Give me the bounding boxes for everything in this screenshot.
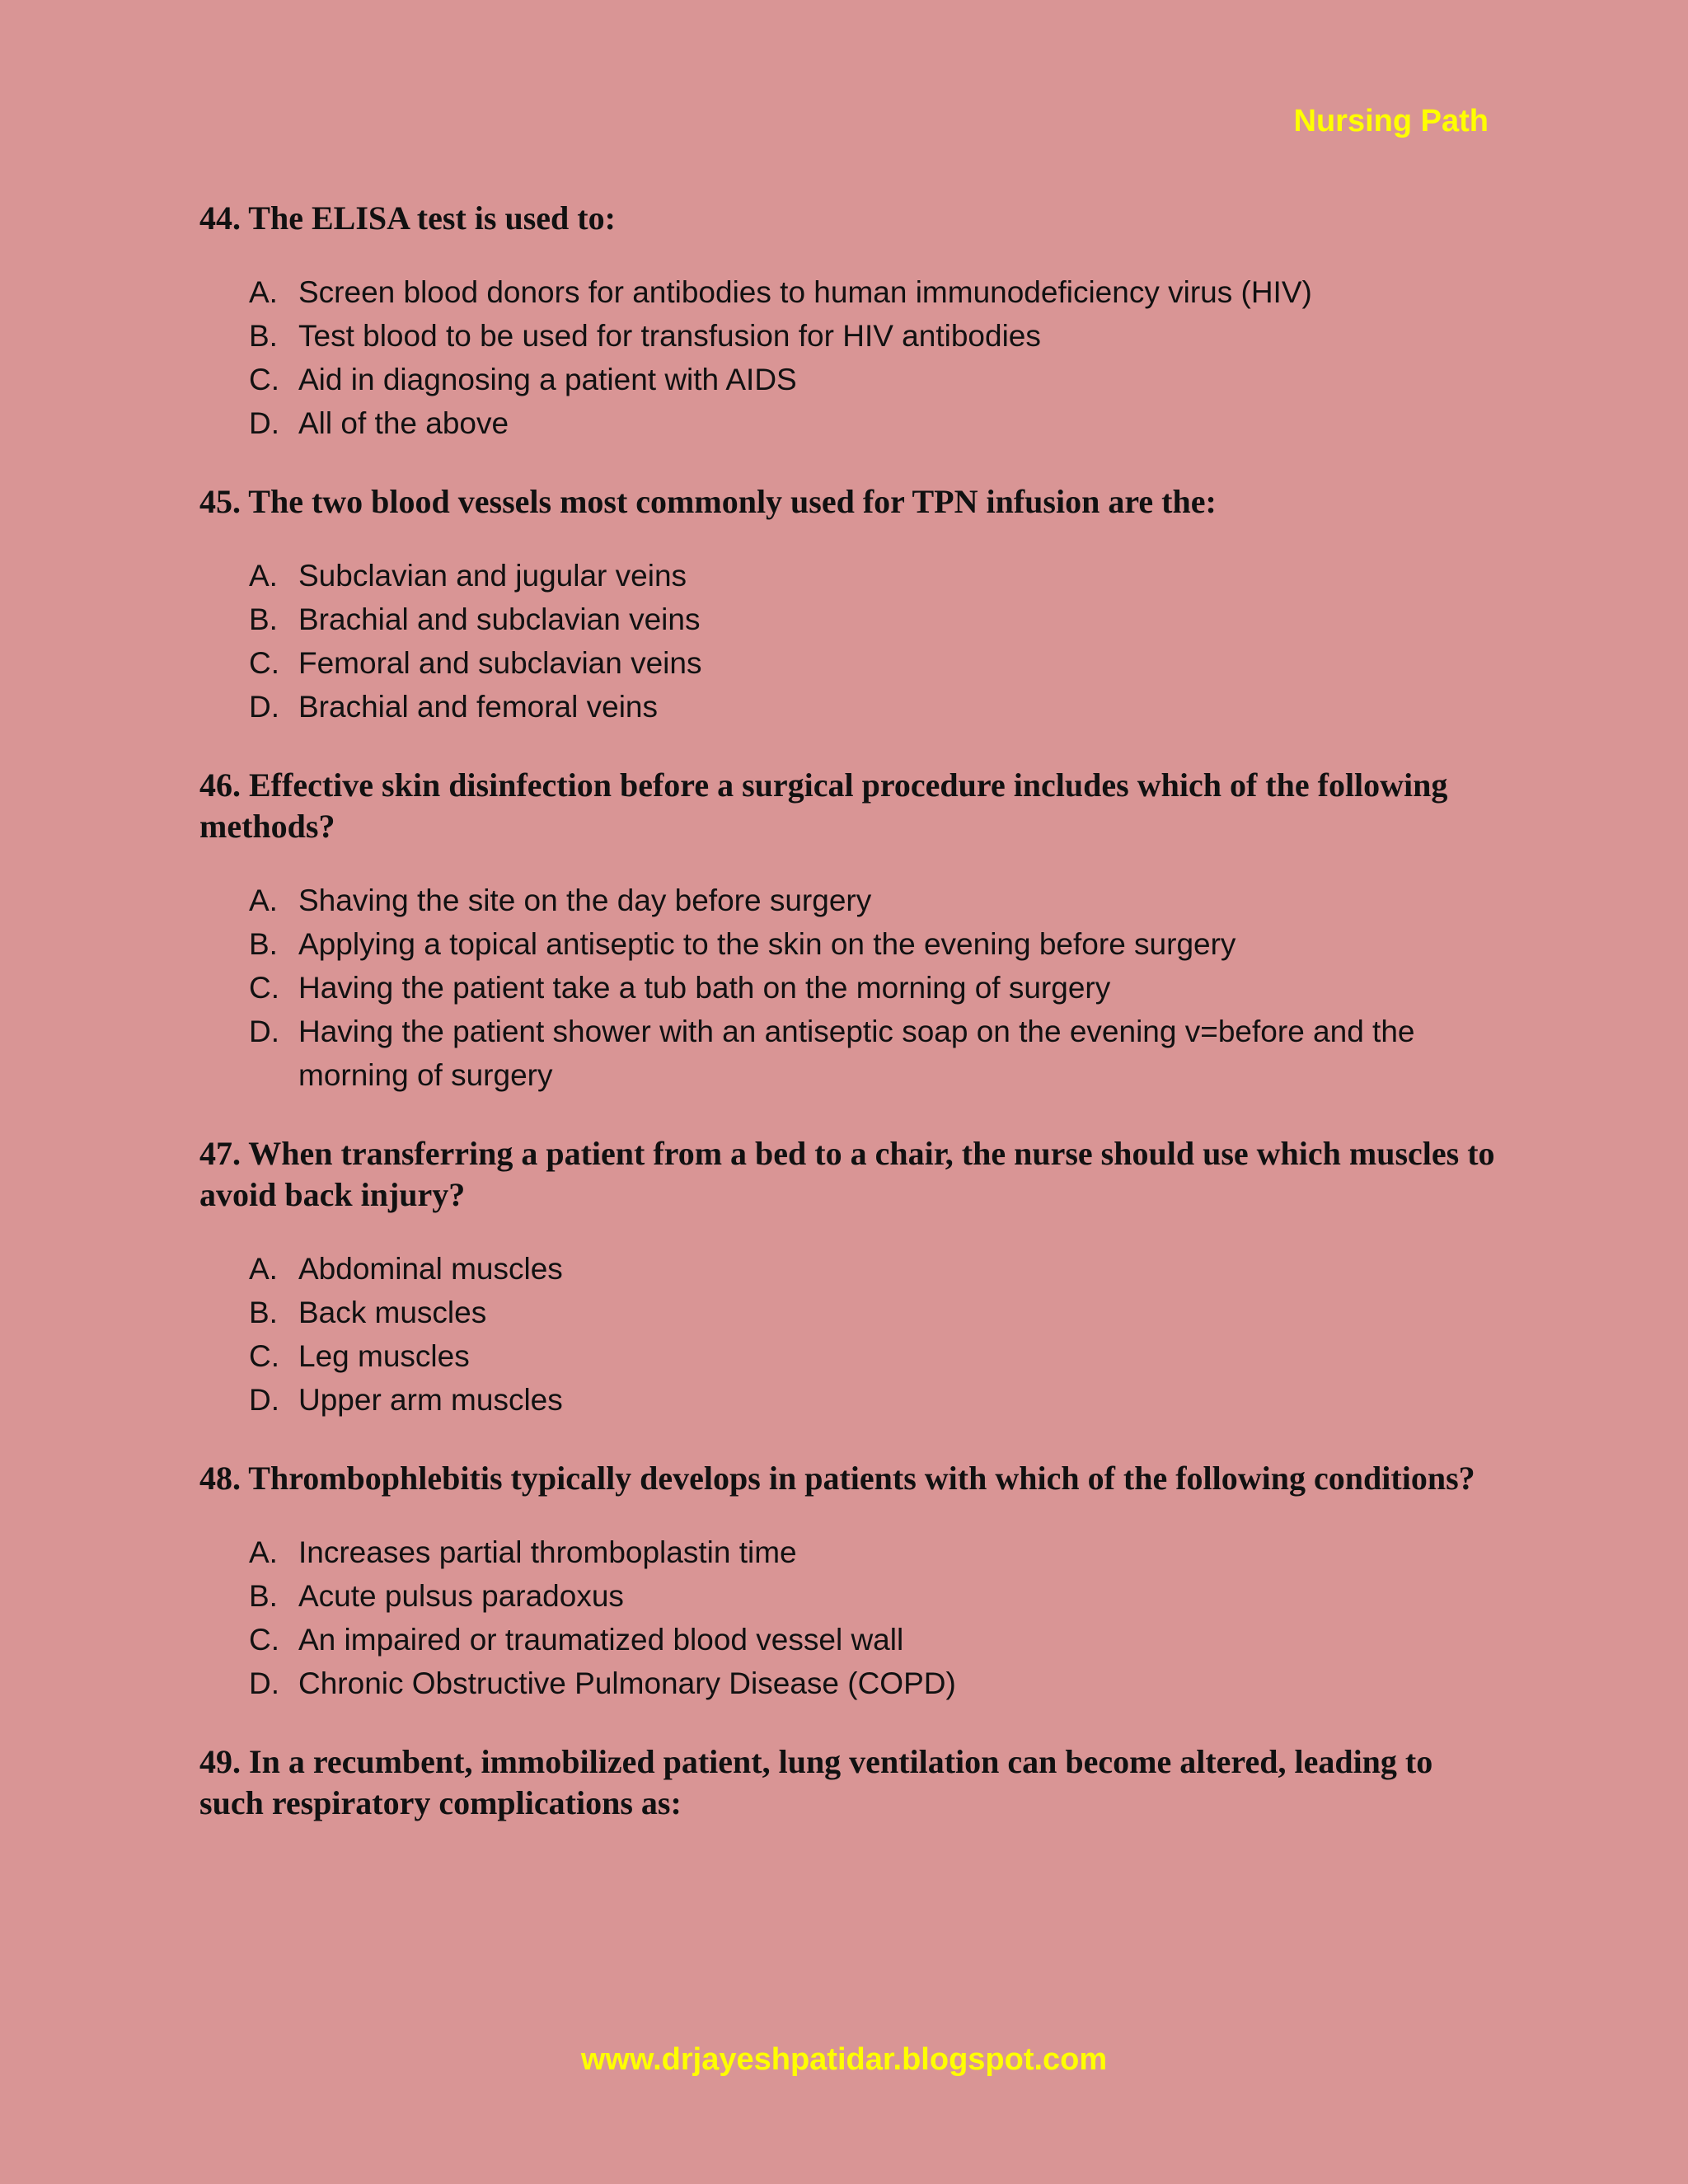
question-text: 49. In a recumbent, immobilized patient, lung ventilation can become altered, leading to such respiratory complications as: [199,1743,1433,1821]
option-letter: C. [249,363,279,396]
option-letter: C. [249,1339,279,1373]
option-a [199,1530,1502,1574]
option-text: An impaired or traumatized blood vessel wall [298,1623,904,1657]
option-text: Increases partial thromboplastin time [298,1535,797,1569]
option-b [199,922,1502,966]
option-a [199,554,1502,598]
option-text: All of the above [298,406,509,440]
option-letter: B. [249,319,278,353]
option-c [199,966,1502,1010]
question-46 [199,765,1502,1097]
question-text: 44. The ELISA test is used to: [199,199,616,237]
option-c [199,358,1502,401]
option-letter: A. [249,1535,278,1569]
option-b [199,314,1502,358]
option-c [199,1618,1502,1661]
option-text: Having the patient shower with an antiseptic soap on the evening v=before and the morning of surgery [298,1015,1415,1092]
question-text: 47. When transferring a patient from a bed to a chair, the nurse should use which muscles to avoid back injury? [199,1135,1495,1213]
question-45 [199,481,1502,729]
option-letter: D. [249,690,279,724]
question-text: 45. The two blood vessels most commonly used for TPN infusion are the: [199,483,1217,520]
option-text: Screen blood donors for antibodies to human immunodeficiency virus (HIV) [298,275,1312,309]
option-b [199,1291,1502,1334]
option-letter: A. [249,559,278,593]
option-text: Abdominal muscles [298,1252,563,1286]
option-letter: B. [249,927,278,961]
option-letter: D. [249,406,279,440]
option-a [199,270,1502,314]
option-letter: C. [249,971,279,1005]
option-letter: D. [249,1015,279,1048]
option-letter: C. [249,1623,279,1657]
option-list [199,554,1502,729]
question-list [199,198,1502,1860]
option-list [199,879,1502,1097]
option-text: Chronic Obstructive Pulmonary Disease (COPD) [298,1666,956,1700]
option-text: Upper arm muscles [298,1383,563,1417]
option-b [199,598,1502,641]
option-text: Back muscles [298,1296,487,1329]
question-44 [199,198,1502,445]
option-letter: B. [249,1296,278,1329]
option-text: Shaving the site on the day before surgery [298,883,872,917]
page-footer-url: www.drjayeshpatidar.blogspot.com [580,2042,1108,2077]
option-letter: D. [249,1383,279,1417]
option-letter: B. [249,1579,278,1613]
question-47 [199,1133,1502,1422]
option-d [199,685,1502,729]
option-c [199,1334,1502,1378]
option-d [199,1378,1502,1422]
option-list [199,1247,1502,1422]
option-list [199,270,1502,445]
option-text: Femoral and subclavian veins [298,646,702,680]
option-d [199,401,1502,445]
option-text: Subclavian and jugular veins [298,559,687,593]
option-letter: C. [249,646,279,680]
question-text: 46. Effective skin disinfection before a surgical procedure includes which of the following methods? [199,766,1448,845]
option-letter: A. [249,1252,278,1286]
option-text: Test blood to be used for transfusion for HIV antibodies [298,319,1041,353]
page-header-title: Nursing Path [1293,104,1489,138]
question-48 [199,1458,1502,1705]
option-d [199,1010,1502,1097]
option-text: Having the patient take a tub bath on the morning of surgery [298,971,1111,1005]
option-d [199,1661,1502,1705]
option-letter: A. [249,883,278,917]
option-text: Acute pulsus paradoxus [298,1579,624,1613]
option-b [199,1574,1502,1618]
option-a [199,879,1502,922]
option-text: Leg muscles [298,1339,470,1373]
option-text: Aid in diagnosing a patient with AIDS [298,363,797,396]
option-letter: B. [249,602,278,636]
option-text: Brachial and femoral veins [298,690,658,724]
option-a [199,1247,1502,1291]
question-49 [199,1741,1502,1824]
option-letter: A. [249,275,278,309]
option-c [199,641,1502,685]
option-text: Brachial and subclavian veins [298,602,701,636]
option-list [199,1530,1502,1705]
option-letter: D. [249,1666,279,1700]
option-text: Applying a topical antiseptic to the skin on the evening before surgery [298,927,1236,961]
question-text: 48. Thrombophlebitis typically develops in patients with which of the following conditions? [199,1460,1475,1497]
